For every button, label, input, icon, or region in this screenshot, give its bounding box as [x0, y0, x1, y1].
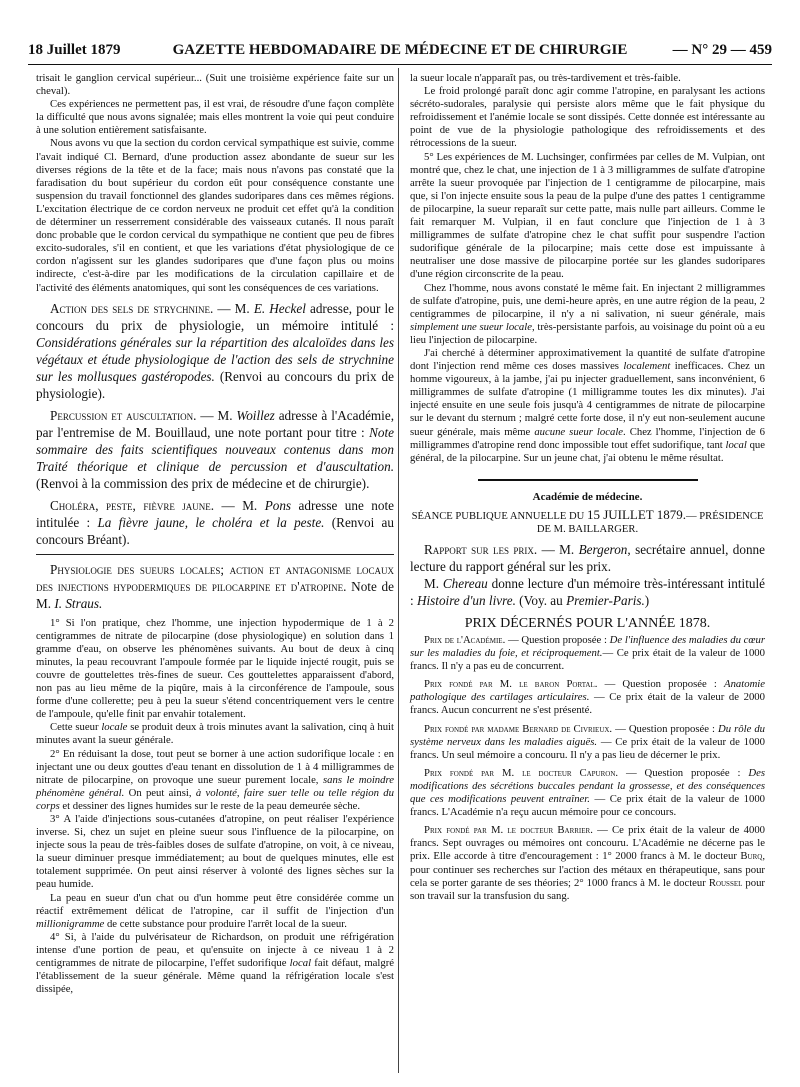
cholera-item: Choléra, peste, fièvre jaune. — M. Pons adresse une note intitulée : La fièvre jaune, le choléra et la peste. (Renvoi au concours Bréant).	[36, 497, 395, 547]
paragraph: 5° Les expériences de M. Luchsinger, confirmées par celles de M. Vulpian, ont montré que, chez le chat, une injection de 1 à 3 milligrammes de sulfate d'atropine arrête la sueur provoquée par l'injection de 1 centigramme de pilocarpine, mais que, si l'on injecte ensuite sous la peau de la pulpe d'une des pattes 1 centigramme de pilocarpine, la sueur reparaît sur cette patte, mais nulle part ailleurs. Comme le fait remarquer M. Vulpian, il en faut conclure que l'injection de 1 à 3 milligrammes de sulfate d'atropine chez le chat suffit pour suspendre l'action sudorifique générale de la pilocarpine; mais cette dose est impuissante à neutraliser une dose massive de pilocarpine portée sur les glandes sudoripares d'une région circonscrite de la peau.	[410, 150, 765, 281]
paragraph: Chez l'homme, nous avons constaté le même fait. En injectant 2 milligrammes de sulfate d'atropine, puis, une demi-heure après, en une autre région de la peau, 2 centigrammes de pilocarpine, il n'y a ni salivation, ni sueur générale, mais simplement une sueur locale, très-persistante parfois, au voisinage du point où a eu lieu l'injection de pilocarpine.	[410, 281, 765, 346]
paragraph: Cette sueur locale se produit deux à trois minutes avant la salivation, cinq à huit minutes avant la sueur générale.	[36, 721, 394, 747]
header-issue-page: — N° 29 — 459	[672, 42, 772, 58]
prix-academie: Prix de l'Académie. — Question proposée : De l'influence des maladies du cœur sur les maladies du foie, et réciproquement.— Ce prix était de la valeur de 1000 francs. Il n'y a pas eu de concurrent.	[410, 634, 766, 673]
paragraph: La peau en sueur d'un chat ou d'un homme peut être considérée comme un réactif extrêmement délicat de l'atropine, car il suffit de l'injection d'un millionigramme de cette substance pour produire l'arrêt local de la sueur.	[36, 891, 394, 930]
left-column	[36, 72, 394, 996]
paragraph: Nous avons vu que la section du cordon cervical sympathique est suivie, comme l'avait indiqué Cl. Bernard, d'une production assez abondante de sueur sur les diverses régions de la tête et de la face; mais nous n'avons pas constaté que la faradisation du bout supérieur du cordon eût pour conséquence constante une suspension du travail fonctionnel des glandes sudoripares dans ces mêmes régions. L'excitation électrique de ce cordon nerveux ne produit cet effet qu'à la condition de déterminer un resserrement considérable des vaisseaux cutanés. Il nous paraît donc probable que le cordon cervical du sympathique ne contient que peu de fibres excito-sudorales, s'il en contient, et que les variations d'état physiologique de ce cordon n'agissent sur les glandes sudoripares que d'une façon plus ou moins indirecte, c'est-à-dire par les modifications de la circulation capillaire et de l'activité des éléments anatomiques, qui sont les conséquences de ces variations.	[36, 137, 394, 294]
academie-title: Académie de médecine.	[532, 490, 643, 503]
right-column	[410, 72, 765, 903]
paragraph: Ces expériences ne permettent pas, il est vrai, de résoudre d'une façon complète la difficulté que nous avons signalée; mais elles montrent la voie qui peut conduire à une solution entièrement satisfaisante.	[36, 98, 394, 137]
prix-civrieux: Prix fondé par madame Bernard de Civrieux. — Question proposée : Du rôle du système nerveux dans les maladies aiguës. — Ce prix était de la valeur de 1000 francs. Un seul mémoire a concouru. Il n'y a pas lieu de décerner le prix.	[410, 722, 766, 761]
section-separator	[36, 554, 394, 555]
header-rule	[28, 64, 772, 65]
rapport-item: Rapport sur les prix. — M. Bergeron, secrétaire annuel, donne lecture du rapport général sur les prix.	[410, 541, 766, 574]
physiologie-heading: Physiologie des sueurs locales; action et antagonisme locaux des injections hypodermiques de pilocarpine et d'atropine. Note de M. I. Straus.	[36, 561, 394, 611]
percussion-item: Percussion et auscultation. — M. Woillez adresse à l'Académie, par l'entremise de M. Bouillaud, une note portant pour titre : Note sommaire des faits scientifiques nouveaux contenus dans mon Traité théorique et clinique de percussion et d'auscultation. (Renvoi à la commission des prix de médecine et de chirurgie).	[36, 407, 394, 491]
paragraph: 2° En réduisant la dose, tout peut se borner à une action sudorifique locale : en injectant une ou deux gouttes d'eau tenant en dissolution de 1 à 4 milligrammes de nitrate de pilocarpine, on provoque une sueur purement locale, sans le moindre phénomène général. On peut ainsi, à volonté, faire suer telle ou telle région du corps et dessiner des lignes humides sur le reste de la peau demeurée sèche.	[36, 747, 394, 812]
paragraph: J'ai cherché à déterminer approximativement la quantité de sulfate d'atropine dont l'injection rend même ces doses massives localement inefficaces. Chez un homme vigoureux, à la jambe, j'ai pu injecter graduellement, sans inconvénient, 6 milligrammes de sulfate d'atropine (1 milligramme toutes les dix minutes). J'ai injecté ensuite en une seule fois jusqu'à 4 centigrammes de nitrate de pilocarpine sur le devant du sternum ; malgré cette forte dose, il n'y eut non-seulement aucune sueur générale, mais même aucune sueur locale. Chez l'homme, l'injection de 6 milligrammes d'atropine rend donc impossible tout effet sudorifique, tant local que général, de la pilocarpine. Sur un jeune chat, j'ai obtenu le même résultat.	[410, 346, 766, 464]
header-journal-title: GAZETTE HEBDOMADAIRE DE MÉDECINE ET DE CHIRURGIE	[172, 42, 628, 58]
paragraph: la sueur locale n'apparaît pas, ou très-tardivement et très-faible.	[410, 72, 681, 84]
paragraph: 1° Si l'on pratique, chez l'homme, une injection hypodermique de 1 à 2 centigrammes de nitrate de pilocarpine (dose physiologique) en solution dans 1 gramme d'eau, on observe les phénomènes suivants. Au bout de deux à cinq minutes, la peau recouvrant l'ampoule formée par le liquide injecté rougit, puis se couvre de gouttelettes très-fines de sueur. Ces gouttelettes apparaissent d'abord, non pas au lieu même de la piqûre, mais à la circonférence de l'ampoule, sous forme d'une collerette; peu à peu la sueur s'étend concentriquement vers le centre de l'ampoule, qu'elle finit par envahir totalement.	[36, 616, 394, 721]
seance-line: SÉANCE PUBLIQUE ANNUELLE DU 15 JUILLET 1879.— PRÉSIDENCE DE M. BAILLARGER.	[411, 506, 764, 535]
strychnine-item: Action des sels de strychnine. — M. E. Heckel adresse, pour le concours du prix de physiologie, un mémoire intitulé : Considérations générales sur la répartition des alcaloïdes dans les végétaux et étude physiologique de l'action des sels de strychnine sur les mollusques gastéropodes. (Renvoi au concours du prix de physiologie).	[36, 300, 394, 401]
header-date: 18 Juillet 1879	[28, 42, 121, 58]
chereau-item: M. Chereau donne lecture d'un mémoire très-intéressant intitulé : Histoire d'un livre. (Voy. au Premier-Paris.)	[410, 575, 765, 608]
prix-heading: PRIX DÉCERNÉS POUR L'ANNÉE 1878.	[464, 615, 711, 631]
prix-portal: Prix fondé par M. le baron Portal. — Question proposée : Anatomie pathologique des cartilages articulaires. — Ce prix était de la valeur de 2000 francs. Aucun concurrent ne s'est présenté.	[410, 678, 766, 717]
paragraph: 4° Si, à l'aide du pulvérisateur de Richardson, on produit une réfrigération intense d'une portion de peau, et qu'ensuite on injecte à ce niveau 1 à 2 centigrammes de nitrate de pilocarpine, l'effet sudorifique local fait défaut, malgré l'établissement de la sueur générale. Même quand la réfrigération locale s'est dissipée,	[36, 930, 394, 996]
paragraph: 3° A l'aide d'injections sous-cutanées d'atropine, on peut réaliser l'expérience inverse. Si, chez un sujet en pleine sueur sous l'influence de la pilocarpine, on injecte sous la peau de très-faibles doses de sulfate d'atropine, on voit, à ce niveau, la sueur diminuer presque immédiatement; au bout de quelques minutes, elle est totalement supprimée. On peut ainsi réserver à volonté des lignes sèches sur la peau humide.	[36, 813, 394, 891]
column-divider	[398, 68, 399, 1073]
paragraph: Le froid prolongé paraît donc agir comme l'atropine, en paralysant les actions sécréto-sudorales, paralysie qui persiste alors même que le fait physique du refroidissement et l'anémie locale se sont dissipés. Cette donnée est intéressante au point de vue de la physiologie pathologique des refroidissements et des rétrocessions de la sueur.	[410, 85, 765, 150]
page-header	[28, 42, 772, 64]
prix-barrier: Prix fondé par M. le docteur Barrier. — Ce prix était de la valeur de 4000 francs. Sept ouvrages ou mémoires ont concouru. L'Académie ne décerne pas le prix. Elle accorde à titre d'encouragement : 1° 2000 francs à M. le docteur Burq, pour continuer ses recherches sur l'action des métaux en thérapeutique, sans pour cela se porter garante de ses théories; 2° 1000 francs à M. le docteur Roussel pour son travail sur la transfusion du sang.	[410, 824, 766, 902]
paragraph: trisait le ganglion cervical supérieur... (Suit une troisième expérience faite sur un cheval).	[36, 72, 394, 98]
section-separator	[478, 479, 698, 481]
prix-capuron: Prix fondé par M. le docteur Capuron. — Question proposée : Des modifications des sécrétions buccales pendant la grossesse, et des conséquences que ces modifications peuvent entraîner. — Ce prix était de la valeur de 1000 francs. L'Académie n'a reçu aucun mémoire pour ce concours.	[410, 766, 766, 819]
